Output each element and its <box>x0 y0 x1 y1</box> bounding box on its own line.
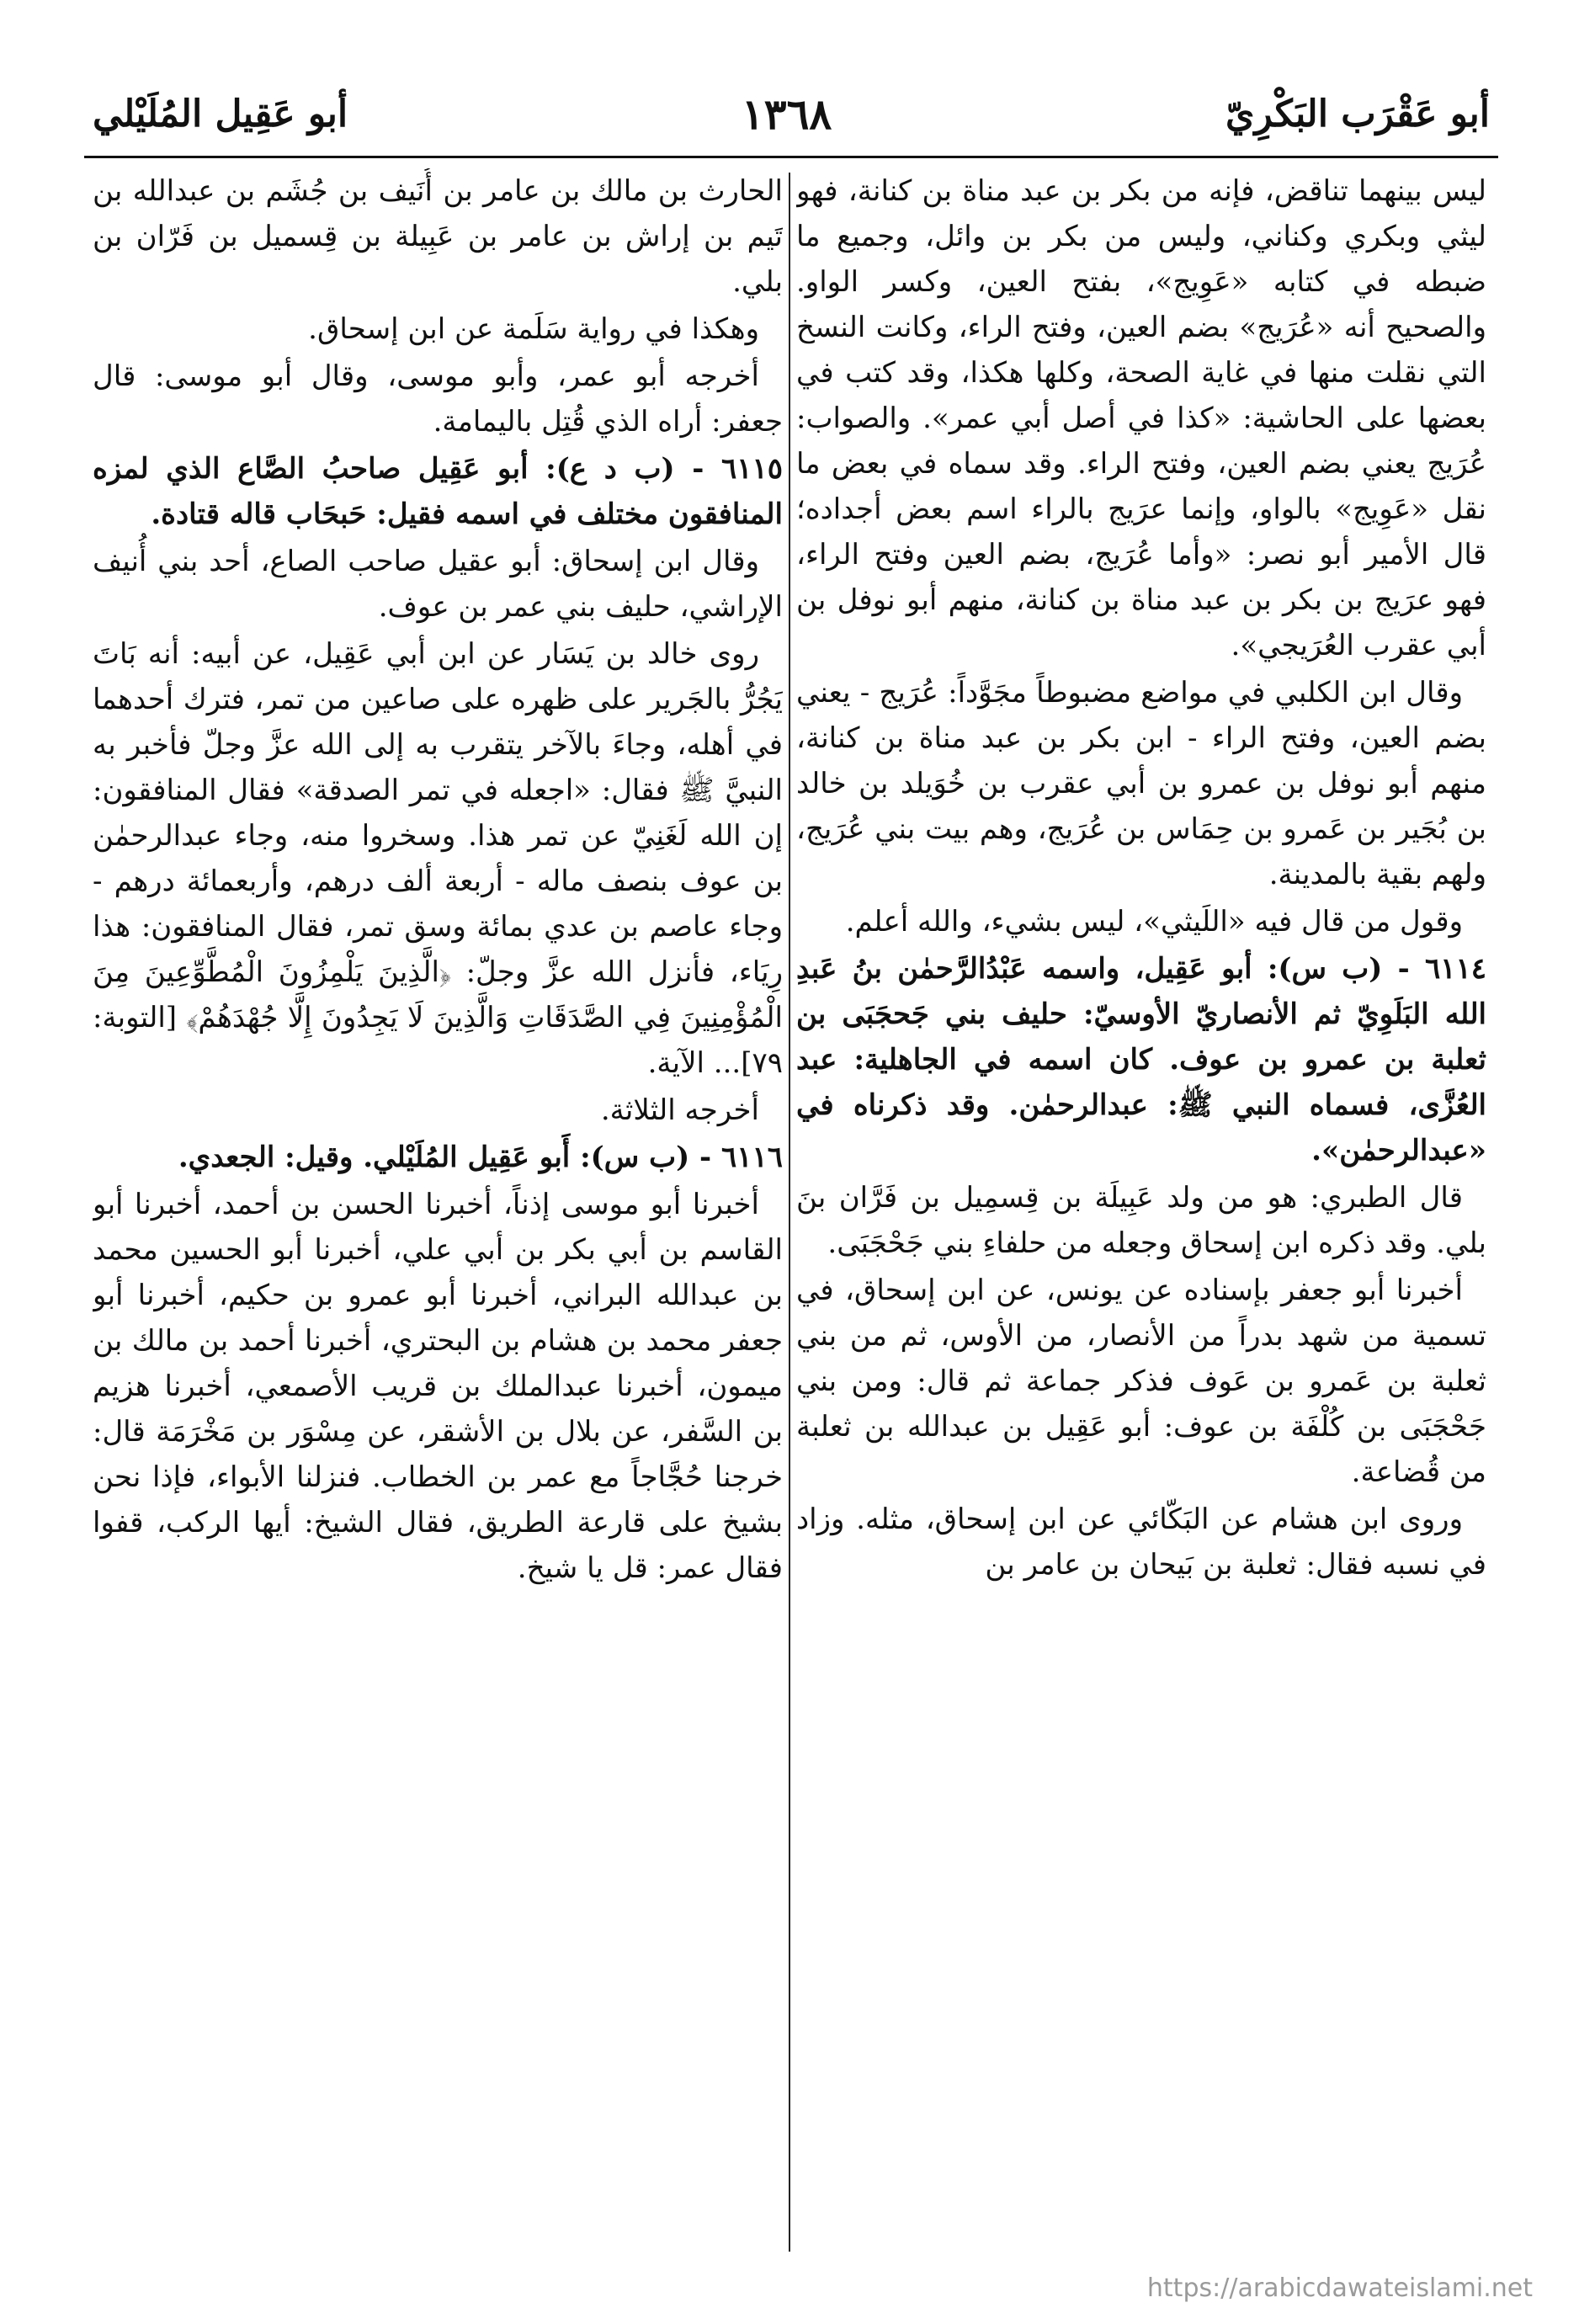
right-column <box>796 168 1486 2256</box>
entry-6116: ٦١١٦ - (ب س): أَبو عَقِيل المُلَيْلي. وقيل: الجعدي. <box>178 1141 783 1174</box>
running-header <box>93 80 1490 147</box>
paragraph: الحارث بن مالك بن عامر بن أُنَيف بن جُشَم بن عبدالله بن تَيم بن إراش بن عامر بن عَبِيلة بن قِسميل بن فَرّان بن بلي. <box>93 174 783 299</box>
paragraph: وقال ابن إسحاق: أبو عقيل صاحب الصاع، أحد بني أُنيف الإراشي، حليف بني عمر بن عوف. <box>93 545 783 624</box>
paragraph: أخرجه أبو عمر، وأبو موسى، وقال أبو موسى: قال جعفر: أراه الذي قُتِل باليمامة. <box>93 359 783 439</box>
watermark-url: https://arabicdawateislami.net <box>1146 2273 1533 2303</box>
column-divider <box>789 173 790 2252</box>
header-right-title: أبو عَقْرَب البَكْرِيّ <box>1225 92 1490 136</box>
paragraph: قال الطبري: هو من ولد عَبِيلَة بن قِسمِيل بن فَرَّان بنَ بلي. وقد ذكره ابن إسحاق وجعله من حلفاءِ بني جَحْجَبَى. <box>796 1181 1486 1260</box>
paragraph: أخبرنا أبو جعفر بإسناده عن يونس، عن ابن إسحاق، في تسمية من شهد بدراً من الأنصار، من الأوس، ثم من بني ثعلبة بن عَمرو بن عَوف فذكر جماعة ثم قال: ومن بني جَحْجَبَى بن كُلْفَة بن عوف: أبو عَقِيل بن عبدالله بن ثعلبة من قُضاعة. <box>796 1274 1486 1489</box>
page-number: ١٣٦٨ <box>741 88 832 139</box>
entry-6115: ٦١١٥ - (ب د ع): أبو عَقِيل صاحبُ الصَّاع الذي لمزه المنافقون مختلف في اسمه فقيل: حَبحَاب قاله قتادة. <box>93 452 783 531</box>
paragraph: روى خالد بن يَسَار عن ابن أبي عَقِيل، عن أبيه: أنه بَاتَ يَجُرُّ بالجَرير على ظهره على صاعين من تمر، فترك أحدهما في أهله، وجاءَ بالآخر يتقرب به إلى الله عزَّ وجلّ فأخبر به النبيَّ ﷺ فقال: «اجعله في تمر الصدقة» فقال المنافقون: إن الله لَغَنِيّ عن تمر هذا. وسخروا منه، وجاء عبدالرحمٰن بن عوف بنصف ماله - أربعة ألف درهم، وأربعمائة درهم - وجاء عاصم بن عدي بمائة وسق تمر، فقال المنافقون: هذا رِيَاء، فأنزل الله عزَّ وجلّ: ﴿الَّذِينَ يَلْمِزُونَ الْمُطَّوِّعِينَ مِنَ الْمُؤْمِنِينَ فِي الصَّدَقَاتِ وَالَّذِينَ لَا يَجِدُونَ إِلَّا جُهْدَهُمْ﴾ [التوبة: ٧٩]... الآية. <box>93 637 783 1080</box>
paragraph: وهكذا في رواية سَلَمة عن ابن إسحاق. <box>308 312 759 346</box>
header-left-title: أبو عَقِيل المُلَيْلي <box>93 92 348 136</box>
paragraph: وروى ابن هشام عن البَكّائي عن ابن إسحاق، مثله. وزاد في نسبه فقال: ثعلبة بن بَيحان بن عامر بن <box>796 1502 1486 1582</box>
entry-6114: ٦١١٤ - (ب س): أبو عَقِيل، واسمه عَبْدُالرَّحمٰن بنُ عَبدِ الله البَلَوِيّ ثم الأنصاريّ الأوسيّ: حليف بني جَحجَبَى بن ثعلبة بن عمرو بن عوف. كان اسمه في الجاهلية: عبد العُزَّى، فسماه النبي ﷺ: عبدالرحمٰن. وقد ذكرناه في «عبدالرحمٰن». <box>796 952 1486 1167</box>
paragraph: ليس بينهما تناقض، فإنه من بكر بن عبد مناة بن كنانة، فهو ليثي وبكري وكناني، وليس من بكر بن وائل، وجميع ما ضبطه في كتابه «عَوِيج»، بفتح العين، وكسر الواو. والصحيح أنه «عُرَيج» بضم العين، وفتح الراء، وكانت النسخ التي نقلت منها في غاية الصحة، وكلها هكذا، وقد كتب في بعضها على الحاشية: «كذا في أصل أبي عمر». والصواب: عُرَيج يعني بضم العين، وفتح الراء. وقد سماه في بعض ما نقل «عَوِيج» بالواو، وإنما عرَيج بالراء اسم بعض أجداده؛ قال الأمير أبو نصر: «وأما عُرَيج، بضم العين وفتح الراء، فهو عرَيج بن بكر بن عبد مناة بن كنانة، منهم أبو نوفل بن أبي عقرب العُرَيجي». <box>796 174 1486 662</box>
paragraph: وقول من قال فيه «اللَيثي»، ليس بشيء، والله أعلم. <box>845 905 1463 939</box>
left-column <box>93 168 783 2256</box>
paragraph: أخبرنا أبو موسى إذناً، أخبرنا الحسن بن أحمد، أخبرنا أبو القاسم بن أبي بكر بن أبي علي، أخبرنا أبو الحسين محمد بن عبدالله البراني، أخبرنا أبو عمرو بن حكيم، أخبرنا أبو جعفر محمد بن هشام بن البحتري، أخبرنا أحمد بن مالك بن ميمون، أخبرنا عبدالملك بن قريب الأصمعي، أخبرنا هزيم بن السَّفر، عن بلال بن الأشقر، عن مِسْوَر بن مَخْرَمَة قال: خرجنا حُجَّاجاً مع عمر بن الخطاب. فنزلنا الأبواء، فإذا نحن بشيخ على قارعة الطريق، فقال الشيخ: أيها الركب، قفوا فقال عمر: قل يا شيخ. <box>93 1188 783 1585</box>
header-rule <box>84 156 1498 158</box>
paragraph: أخرجه الثلاثة. <box>600 1093 759 1127</box>
paragraph: وقال ابن الكلبي في مواضع مضبوطاً مجَوَّداً: عُرَيج - يعني بضم العين، وفتح الراء - ابن بكر بن عبد مناة بن كنانة، منهم أبو نوفل بن عمرو بن أبي عقرب بن خُوَيلد بن خالد بن بُجَير بن عَمرو بن حِمَاس بن عُرَيج، وهم بيت بني عُرَيج، ولهم بقية بالمدينة. <box>796 676 1486 891</box>
